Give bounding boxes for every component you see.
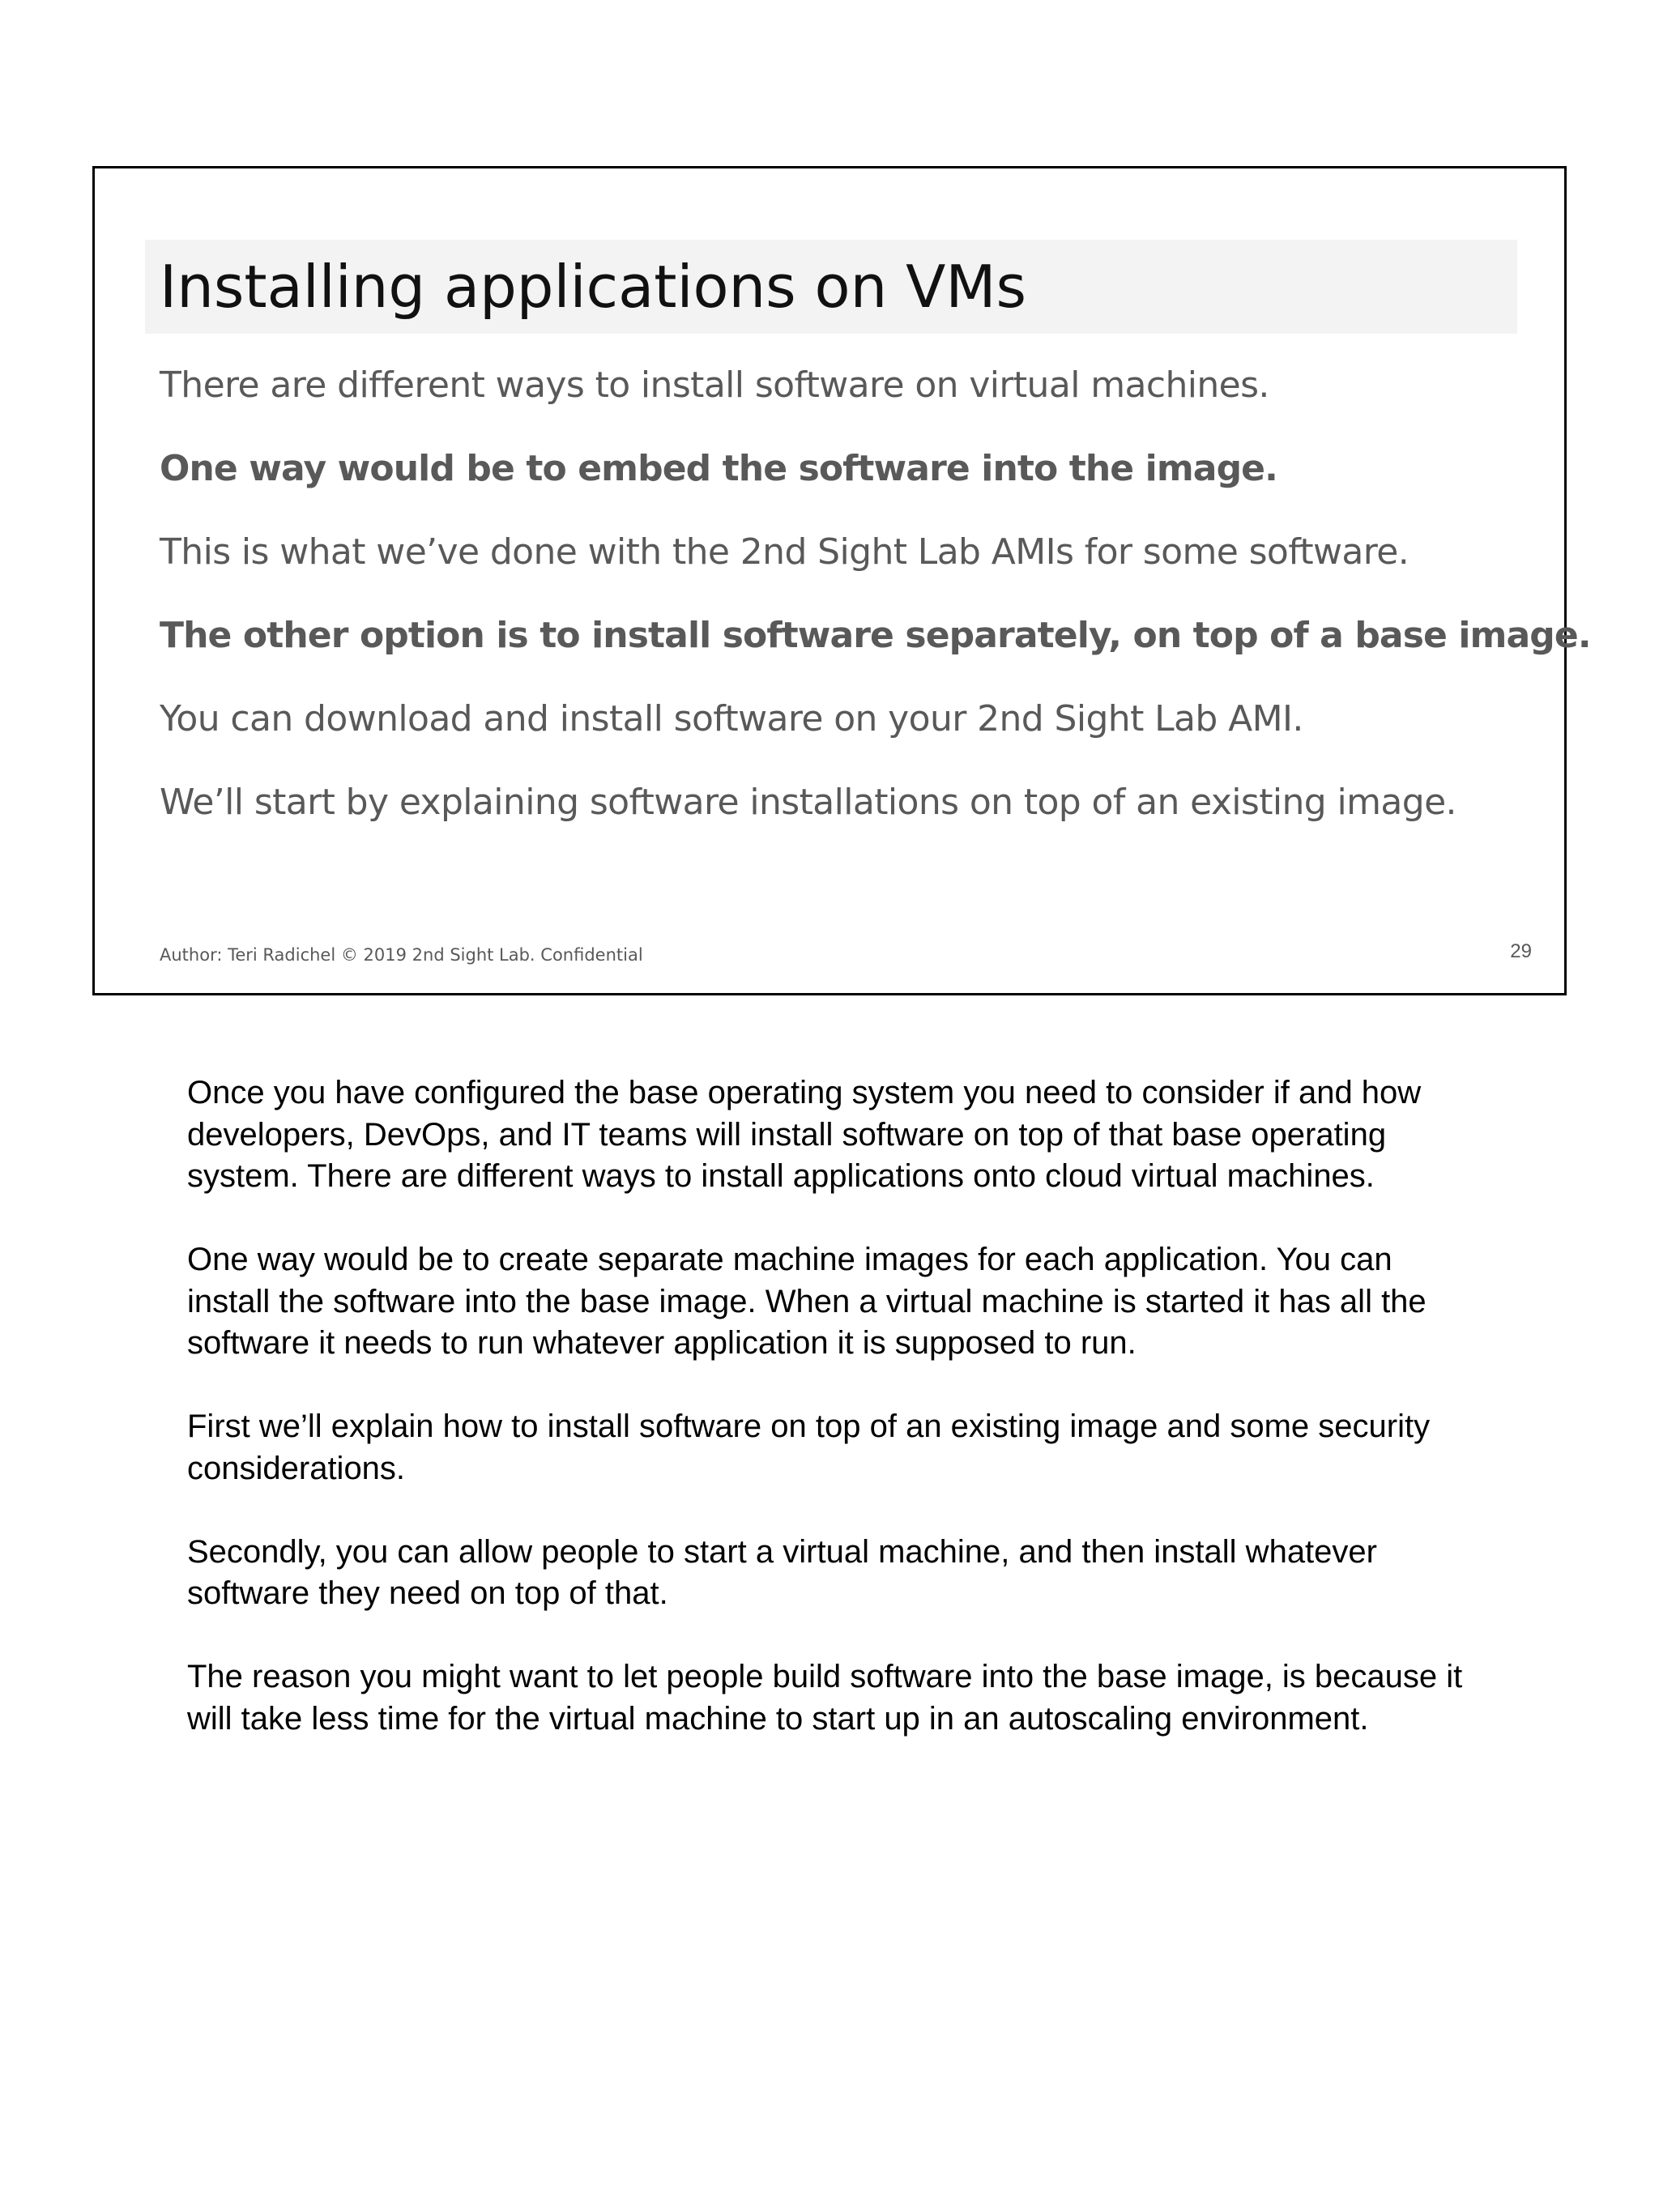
slide-bullet-6: We’ll start by explaining software installations on top of an existing image. xyxy=(160,782,1456,823)
slide-bullet-5: You can download and install software on your 2nd Sight Lab AMI. xyxy=(160,698,1303,739)
slide-bullet-1: There are different ways to install software on virtual machines. xyxy=(160,364,1269,406)
notes-paragraph-3: First we’ll explain how to install software on top of an existing image and some security considerations. xyxy=(187,1409,1431,1486)
slide-bullet-4: The other option is to install software separately, on top of a base image. xyxy=(160,615,1591,656)
notes-paragraph-5: The reason you might want to let people build software into the base image, is because it will take less time for the virtual machine to start up in an autoscaling environment. xyxy=(187,1659,1463,1737)
slide-bullet-3: This is what we’ve done with the 2nd Sight Lab AMIs for some software. xyxy=(160,531,1410,573)
slide-title-bar xyxy=(145,240,1517,334)
notes-paragraph-4: Secondly, you can allow people to start a virtual machine, and then install whatever software they need on top of that. xyxy=(187,1533,1377,1611)
slide-body xyxy=(160,361,1591,862)
notes-paragraph-1: Once you have configured the base operating system you need to consider if and how developers, DevOps, and IT teams will install software on top of that base operating system. There are different ways to install applications onto cloud virtual machines. xyxy=(187,1075,1422,1194)
notes-paragraph-2: One way would be to create separate machine images for each application. You can install the software into the base image. When a virtual machine is started it has all the software it needs to run whatever application it is supposed to run. xyxy=(187,1242,1427,1361)
slide-page-number: 29 xyxy=(1510,940,1532,962)
slide-footer: Author: Teri Radichel © 2019 2nd Sight Lab. Confidential xyxy=(160,945,643,965)
slide-bullet-2: One way would be to embed the software into the image. xyxy=(160,448,1277,489)
speaker-notes xyxy=(187,1072,1483,1782)
slide-frame xyxy=(92,166,1591,995)
slide-title: Installing applications on VMs xyxy=(160,253,1026,321)
